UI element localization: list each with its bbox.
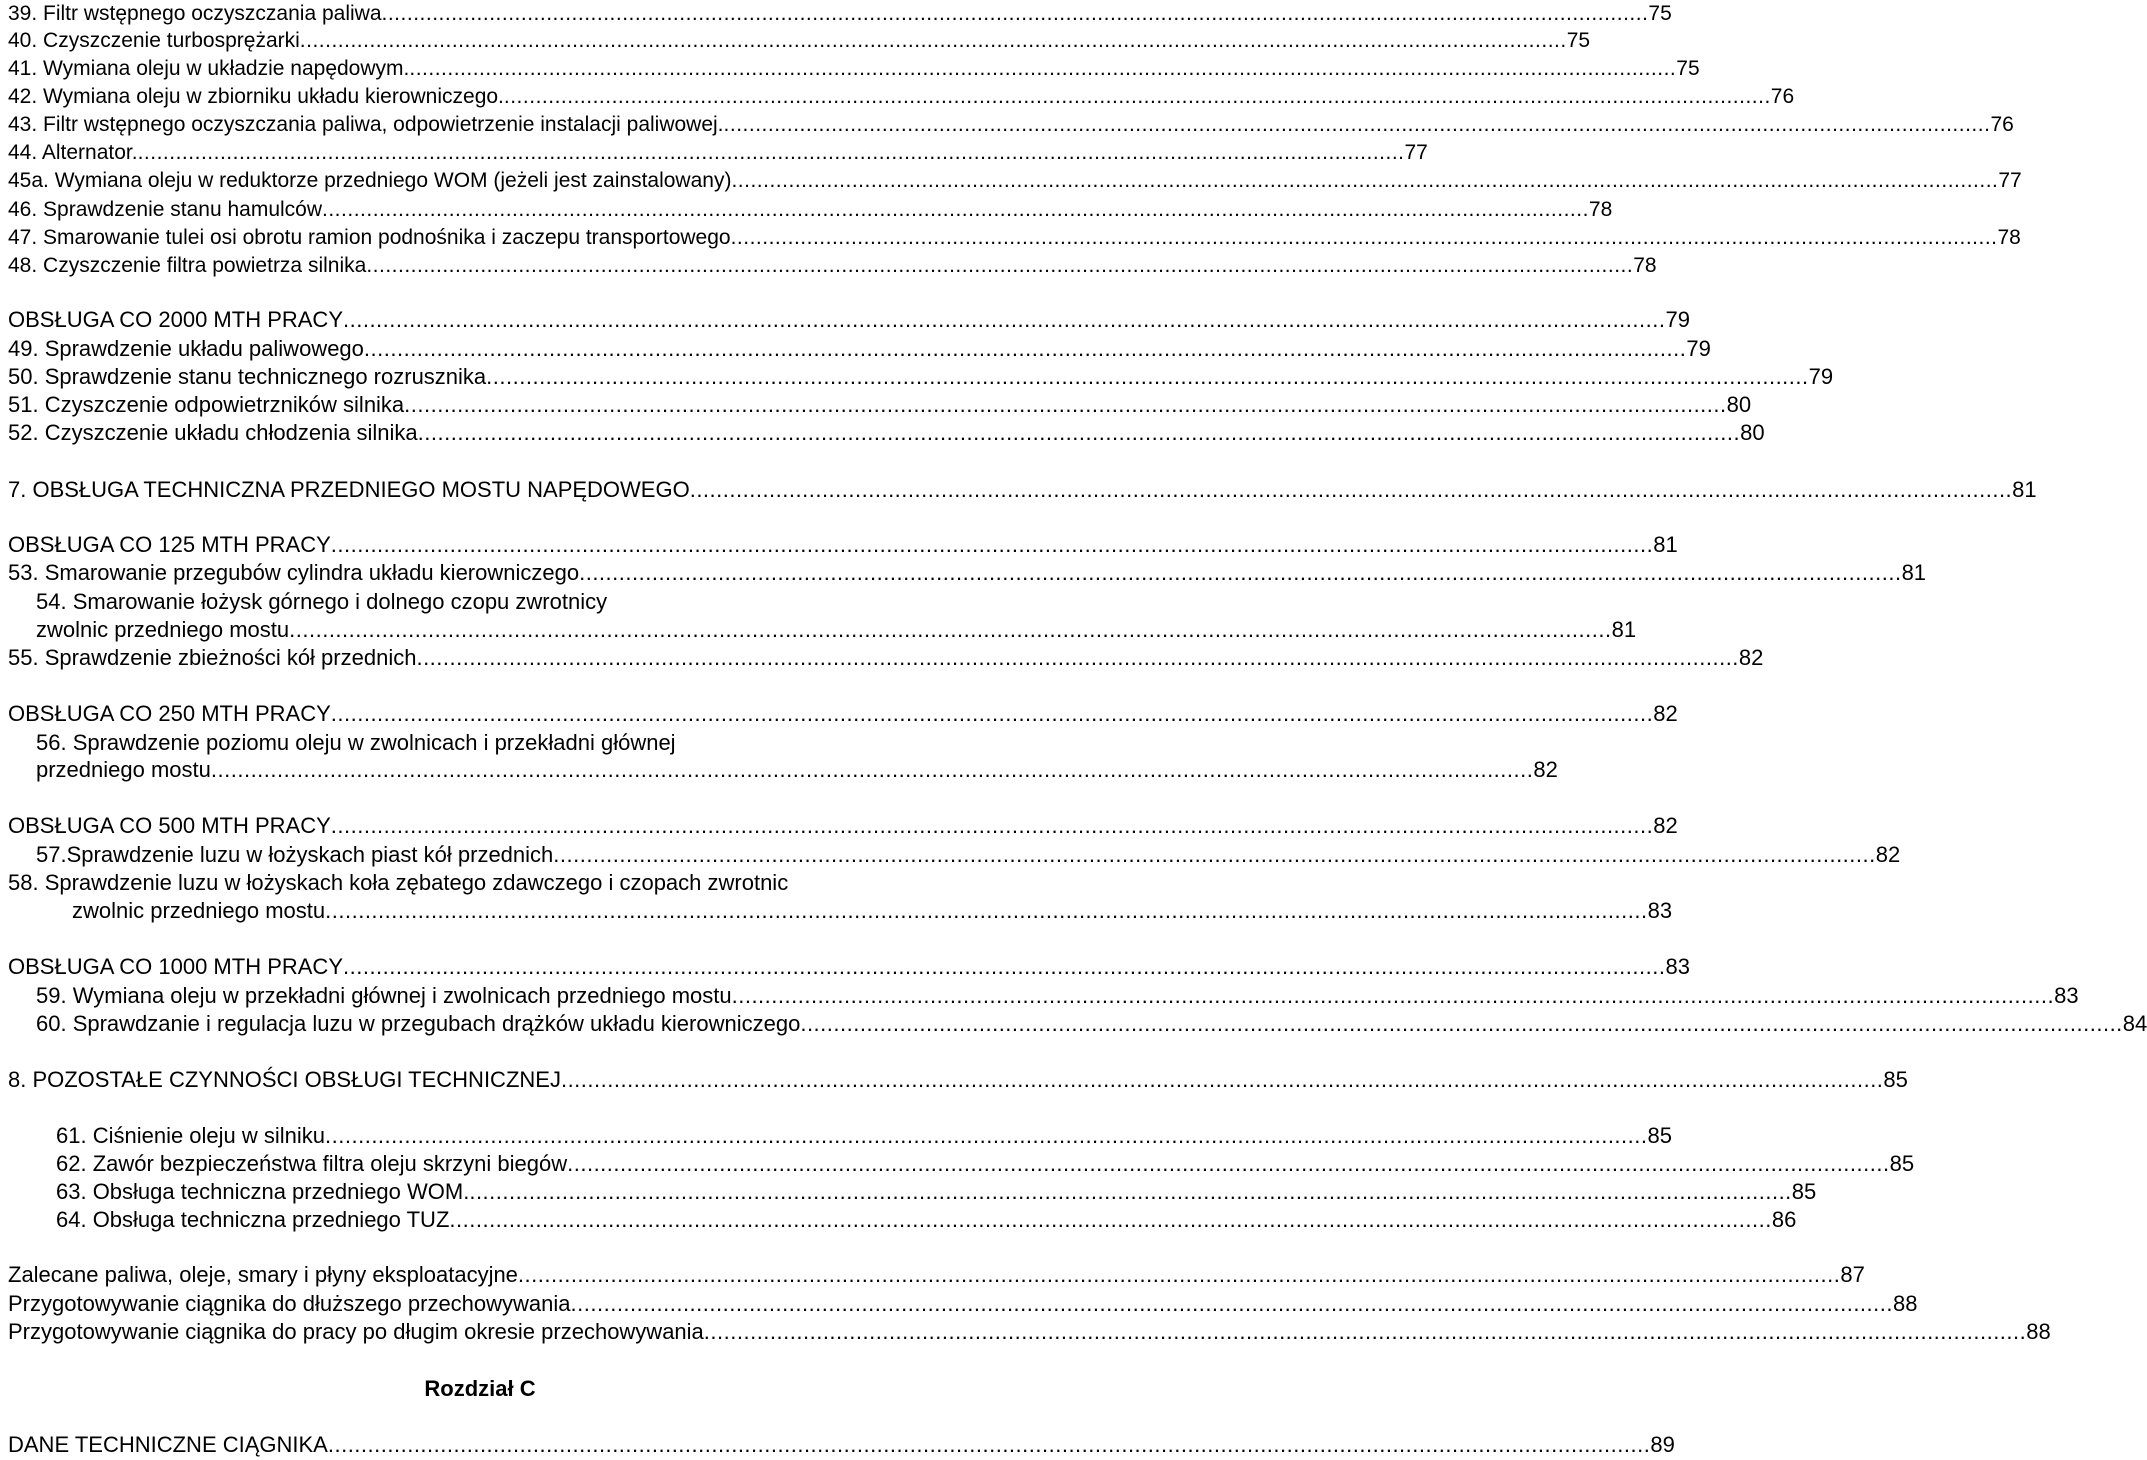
toc-entry-title: zwolnic przedniego mostu xyxy=(36,617,290,642)
toc-entry-title: 47. Smarowanie tulei osi obrotu ramion podnośnika i zaczepu transportowego xyxy=(8,226,731,249)
toc-page-number: 79 xyxy=(1808,364,1834,389)
toc-entry[interactable] xyxy=(8,532,1678,558)
toc-entry-title: 63. Obsługa techniczna przedniego WOM. xyxy=(56,1179,470,1204)
toc-entry-title: 57.Sprawdzenie luzu w łożyskach piast kół przednich xyxy=(36,842,554,867)
toc-entry-title: 60. Sprawdzanie i regulacja luzu w przegubach drążków układu kierowniczego xyxy=(36,1011,801,1036)
toc-entry[interactable] xyxy=(56,1207,1797,1233)
toc-entry[interactable] xyxy=(36,617,1637,643)
dot-leader: ........................................................................................................................................................................................................ xyxy=(381,2,1649,25)
dot-leader: ........................................................................................................................................................................................................ xyxy=(416,645,1739,670)
toc-entry-title: 46. Sprawdzenie stanu hamulców xyxy=(8,198,323,221)
toc-entry-title: 51. Czyszczenie odpowietrzników silnika xyxy=(8,392,405,417)
toc-entry[interactable] xyxy=(8,1,1672,27)
toc-entry-title: zwolnic przedniego mostu xyxy=(72,898,326,923)
toc-entry-title: 52. Czyszczenie układu chłodzenia silnika xyxy=(8,420,418,445)
dot-leader: ........................................................................................................................................................................................................ xyxy=(579,560,1902,585)
toc-page-number: 81 xyxy=(1611,617,1637,642)
toc-entry[interactable] xyxy=(36,757,1558,783)
toc-entry-title: 39. Filtr wstępnego oczyszczania paliwa xyxy=(8,2,382,25)
toc-page-number: 89 xyxy=(1650,1432,1675,1457)
dot-leader: ........................................................................................................................................................................................................ xyxy=(210,757,1534,782)
toc-entry[interactable] xyxy=(8,307,1690,333)
toc-page-number: 75 xyxy=(1566,29,1591,52)
toc-entry[interactable] xyxy=(72,898,1673,924)
dot-leader: ........................................................................................................................................................................................................ xyxy=(730,226,1998,249)
toc-page-number: 81 xyxy=(2012,477,2037,502)
dot-leader: ........................................................................................................................................................................................................ xyxy=(409,57,1677,80)
toc-page-number: 76 xyxy=(1990,113,2014,136)
toc-page-number: 76 xyxy=(1770,85,1795,108)
toc-entry-title: 54. Smarowanie łożysk górnego i dolnego czopu zwrotnicy xyxy=(36,589,608,614)
toc-entry-title: 43. Filtr wstępnego oczyszczania paliwa, odpowietrzenie instalacji paliwowej. xyxy=(8,113,724,136)
toc-entry-title: 56. Sprawdzenie poziomu oleju w zwolnicach i przekładni głównej xyxy=(36,730,676,755)
toc-entry[interactable] xyxy=(8,392,1752,418)
toc-entry[interactable] xyxy=(36,983,2079,1009)
toc-entry-title: 41. Wymiana oleju w układzie napędowym. xyxy=(8,57,410,80)
toc-entry[interactable] xyxy=(8,112,2014,138)
toc-entry-title: Zalecane paliwa, oleje, smary i płyny eksploatacyjne xyxy=(8,1262,518,1287)
dot-leader: ........................................................................................................................................................................................................ xyxy=(325,898,1648,923)
toc-entry[interactable] xyxy=(8,28,1591,54)
toc-page-number: 88 xyxy=(1893,1291,1918,1316)
dot-leader: ........................................................................................................................................................................................................ xyxy=(560,1067,1884,1092)
toc-page-number: 86 xyxy=(1771,1207,1797,1232)
toc-entry-title: Przygotowywanie ciągnika do pracy po długim okresie przechowywania xyxy=(8,1319,704,1344)
toc-page-number: 81 xyxy=(1901,560,1927,585)
toc-entry-title: OBSŁUGA CO 2000 MTH PRACY xyxy=(8,307,343,332)
toc-page-number: 78 xyxy=(1633,254,1657,277)
toc-page-number: 87 xyxy=(1840,1262,1865,1287)
toc-entry[interactable] xyxy=(8,1432,1675,1458)
toc-page-number: 75 xyxy=(1676,57,1700,80)
chapter-heading: Rozdział C xyxy=(424,1376,536,1401)
dot-leader: ........................................................................................................................................................................................................ xyxy=(417,420,1741,445)
toc-page-number: 80 xyxy=(1740,420,1765,445)
toc-entry-title: 40. Czyszczenie turbosprężarki xyxy=(8,29,300,52)
toc-entry-title: OBSŁUGA CO 250 MTH PRACY xyxy=(8,701,331,726)
toc-entry[interactable] xyxy=(8,420,1765,446)
toc-entry[interactable] xyxy=(8,813,1678,839)
toc-page-number: 75 xyxy=(1648,2,1672,25)
toc-entry[interactable] xyxy=(8,954,1690,980)
dot-leader: ........................................................................................................................................................................................................ xyxy=(723,113,1991,136)
dot-leader: ........................................................................................................................................................................................................ xyxy=(503,85,1771,108)
dot-leader: ........................................................................................................................................................................................................ xyxy=(404,392,1727,417)
toc-entry[interactable] xyxy=(8,1067,1908,1093)
toc-entry-title: 58. Sprawdzenie luzu w łożyskach koła zębatego zdawczego i czopach zwrotnic xyxy=(8,870,789,895)
toc-entry-title: 44. Alternator. xyxy=(8,141,138,164)
toc-entry[interactable] xyxy=(36,1011,2147,1037)
toc-page-number: 77 xyxy=(1404,141,1428,164)
dot-leader: ........................................................................................................................................................................................................ xyxy=(327,1432,1651,1457)
toc-entry-title: DANE TECHNICZNE CIĄGNIKA xyxy=(8,1432,328,1457)
dot-leader: ........................................................................................................................................................................................................ xyxy=(343,307,1666,332)
toc-entry[interactable] xyxy=(8,140,1428,166)
toc-entry[interactable] xyxy=(8,645,1764,671)
toc-page-number: 82 xyxy=(1738,645,1764,670)
dot-leader: ........................................................................................................................................................................................................ xyxy=(363,336,1687,361)
toc-page-number: 79 xyxy=(1686,336,1711,361)
toc-entry-title: OBSŁUGA CO 1000 MTH PRACY xyxy=(8,954,343,979)
dot-leader: ........................................................................................................................................................................................................ xyxy=(325,1123,1648,1148)
toc-entry[interactable] xyxy=(8,560,1927,586)
toc-page-number: 85 xyxy=(1883,1067,1908,1092)
toc-entry[interactable] xyxy=(8,56,1700,82)
toc-page-number: 85 xyxy=(1647,1123,1672,1148)
dot-leader: ........................................................................................................................................................................................................ xyxy=(731,169,1999,192)
toc-entry-title: 45a. Wymiana oleju w reduktorze przedniego WOM (jeżeli jest zainstalowany) xyxy=(8,169,732,192)
toc-page-number: 83 xyxy=(2054,983,2079,1008)
toc-page-number: 79 xyxy=(1665,307,1690,332)
toc-entry[interactable] xyxy=(8,1291,1918,1317)
dot-leader: ........................................................................................................................................................................................................ xyxy=(330,813,1654,838)
toc-page-number: 85 xyxy=(1791,1179,1817,1204)
toc-entry-title: 64. Obsługa techniczna przedniego TUZ xyxy=(56,1207,450,1232)
toc-entry[interactable] xyxy=(8,225,2021,251)
toc-page-number: 83 xyxy=(1647,898,1673,923)
toc-page-number: 78 xyxy=(1997,226,2021,249)
toc-entry[interactable] xyxy=(56,1123,1672,1149)
dot-leader: ........................................................................................................................................................................................................ xyxy=(570,1291,1893,1316)
toc-entry-title: 8. POZOSTAŁE CZYNNOŚCI OBSŁUGI TECHNICZNEJ xyxy=(8,1067,561,1092)
toc-entry[interactable] xyxy=(8,1319,2051,1345)
toc-entry-title: OBSŁUGA CO 125 MTH PRACY xyxy=(8,532,331,557)
toc-entry-title: 59. Wymiana oleju w przekładni głównej i zwolnicach przedniego mostu xyxy=(36,983,732,1008)
toc-entry-title: 48. Czyszczenie filtra powietrza silnika xyxy=(8,254,367,277)
toc-entry-title: przedniego mostu xyxy=(36,757,211,782)
toc-entry-title: 61. Ciśnienie oleju w silniku xyxy=(56,1123,326,1148)
dot-leader: ........................................................................................................................................................................................................ xyxy=(322,198,1589,221)
dot-leader: ........................................................................................................................................................................................................ xyxy=(517,1262,1841,1287)
dot-leader: ........................................................................................................................................................................................................ xyxy=(137,141,1405,164)
toc-page-number: 78 xyxy=(1588,198,1613,221)
toc-entry[interactable] xyxy=(8,84,1795,110)
toc-entry-title: 50. Sprawdzenie stanu technicznego rozrusznika xyxy=(8,364,487,389)
dot-leader: ........................................................................................................................................................................................................ xyxy=(289,617,1612,642)
toc-page-number: 82 xyxy=(1533,757,1558,782)
toc-entry-title: OBSŁUGA CO 500 MTH PRACY xyxy=(8,813,331,838)
dot-leader: ........................................................................................................................................................................................................ xyxy=(486,364,1809,389)
toc-page-number: 82 xyxy=(1875,842,1901,867)
toc-page-number: 80 xyxy=(1726,392,1752,417)
dot-leader: ........................................................................................................................................................................................................ xyxy=(469,1179,1792,1204)
toc-page-number: 82 xyxy=(1653,813,1678,838)
toc-page-number: 77 xyxy=(1998,169,2022,192)
toc-page-number: 83 xyxy=(1665,954,1690,979)
toc-entry[interactable] xyxy=(8,197,1613,223)
toc-entry[interactable] xyxy=(8,701,1678,727)
dot-leader: ........................................................................................................................................................................................................ xyxy=(689,477,2013,502)
toc-entry[interactable] xyxy=(56,1179,1817,1205)
dot-leader: ........................................................................................................................................................................................................ xyxy=(366,254,1634,277)
dot-leader: ........................................................................................................................................................................................................ xyxy=(731,983,2055,1008)
toc-page-number: 82 xyxy=(1653,701,1678,726)
toc-entry[interactable] xyxy=(8,253,1657,279)
dot-leader: ........................................................................................................................................................................................................ xyxy=(800,1011,2123,1036)
toc-entry-title: 7. OBSŁUGA TECHNICZNA PRZEDNIEGO MOSTU NAPĘDOWEGO xyxy=(8,477,690,502)
toc-entry[interactable] xyxy=(8,477,2037,503)
toc-entry[interactable] xyxy=(8,1262,1865,1288)
toc-entry-title: 42. Wymiana oleju w zbiorniku układu kierowniczego. xyxy=(8,85,504,108)
toc-entry-title: Przygotowywanie ciągnika do dłuższego przechowywania xyxy=(8,1291,571,1316)
toc-page-number: 85 xyxy=(1889,1151,1915,1176)
dot-leader: ........................................................................................................................................................................................................ xyxy=(299,29,1567,52)
dot-leader: ........................................................................................................................................................................................................ xyxy=(553,842,1876,867)
toc-entry[interactable] xyxy=(8,364,1834,390)
dot-leader: ........................................................................................................................................................................................................ xyxy=(343,954,1666,979)
toc-entry-title: 62. Zawór bezpieczeństwa filtra oleju skrzyni biegów xyxy=(56,1151,568,1176)
toc-page-number: 88 xyxy=(2026,1319,2051,1344)
dot-leader: ........................................................................................................................................................................................................ xyxy=(330,701,1654,726)
toc-entry[interactable] xyxy=(56,1151,1915,1177)
toc-entry[interactable] xyxy=(8,336,1711,362)
dot-leader: ........................................................................................................................................................................................................ xyxy=(703,1319,2027,1344)
toc-entry-title: 49. Sprawdzenie układu paliwowego xyxy=(8,336,364,361)
toc-page-number: 84 xyxy=(2122,1011,2147,1036)
toc-entry-title: 53. Smarowanie przegubów cylindra układu kierowniczego xyxy=(8,560,580,585)
toc-entry[interactable] xyxy=(36,842,1901,868)
toc-page-number: 81 xyxy=(1653,532,1678,557)
toc-entry-title: 55. Sprawdzenie zbieżności kół przednich xyxy=(8,645,417,670)
dot-leader: ........................................................................................................................................................................................................ xyxy=(330,532,1654,557)
dot-leader: ........................................................................................................................................................................................................ xyxy=(567,1151,1890,1176)
toc-entry[interactable] xyxy=(8,168,2022,194)
dot-leader: ........................................................................................................................................................................................................ xyxy=(449,1207,1772,1232)
